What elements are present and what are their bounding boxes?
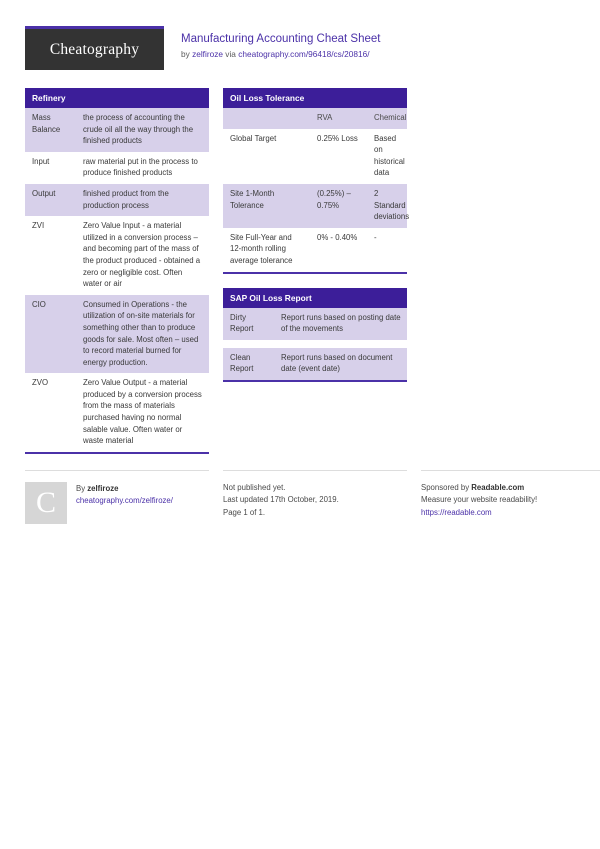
table-row (223, 129, 407, 184)
byline-by-label: by (181, 49, 193, 59)
table-row (223, 348, 407, 381)
footer-publish-block (223, 470, 407, 524)
footer-sponsor-label: Sponsored by (421, 482, 472, 492)
byline-via-label: via (222, 49, 239, 59)
footer-sponsor-url[interactable]: https://readable.com (421, 507, 492, 517)
table-row (25, 184, 209, 216)
table-cell-col1-header: RVA (310, 108, 367, 129)
table-cell-col2: Based on historical data (367, 129, 407, 184)
table-cell-col2-header: Chemical (367, 108, 407, 129)
footer-last-updated: Last updated 17th October, 2019. (223, 495, 339, 505)
table-cell-col1: 0% - 0.40% (310, 228, 367, 273)
footer-author-line (76, 483, 173, 496)
table-row (25, 152, 209, 184)
table-cell-value: Consumed in Operations - the utilization of on-site materials for something other than to produce goods for sale. Most often – used to record material burned for energy production. (76, 295, 209, 374)
footer-page-count: Page 1 of 1. (223, 507, 266, 517)
table-cell-key (223, 340, 274, 348)
header-text-block (181, 26, 380, 60)
table-caption-refinery: Refinery (25, 88, 209, 108)
byline-source-link[interactable]: cheatography.com/96418/cs/20816/ (238, 49, 370, 59)
table-cell-value: finished product from the production process (76, 184, 209, 216)
footer-author-url[interactable]: cheatography.com/zelfiroze/ (76, 496, 173, 506)
footer-sponsor-tagline: Measure your website readability! (421, 495, 538, 505)
table-row (223, 184, 407, 228)
footer-divider (25, 470, 209, 471)
table-cell-key: CIO (25, 295, 76, 374)
table-cell-key: Dirty Report (223, 308, 274, 340)
table-cell-key: Mass Balance (25, 108, 76, 152)
table-cell-value: Zero Value Input - a material utilized in a conversion process – and becoming part of the mass of the product produced - obtained a zero or negligible cost. Often water or air (76, 216, 209, 295)
table-cell-col2: - (367, 228, 407, 273)
table-cell-value: Zero Value Output - a material produced by a conversion process from the mass of materials purchased having no normal salable value. Often water or waste material (76, 373, 209, 453)
table-caption-oil-loss-tolerance: Oil Loss Tolerance (223, 88, 407, 108)
footer-publish-status: Not published yet. (223, 482, 286, 492)
table-cell-key: Site 1-Month Tolerance (223, 184, 310, 228)
cheatography-logo[interactable] (25, 26, 164, 70)
column-right (223, 88, 410, 396)
table-cell-col2: 2 Standard deviations (367, 184, 407, 228)
table-subheader-row (223, 108, 407, 129)
table-cell-value: the process of accounting the crude oil all the way through the finished products (76, 108, 209, 152)
page-title: Manufacturing Accounting Cheat Sheet (181, 33, 381, 45)
footer-author-meta (76, 482, 173, 524)
page-footer (25, 470, 575, 524)
footer-sponsor-name: Readable.com (471, 482, 525, 492)
table-cell-key: ZVI (25, 216, 76, 295)
table-cell-value: Report runs based on posting date of the movements (274, 308, 407, 340)
table-refinery (25, 88, 209, 454)
table-cell-col1: (0.25%) – 0.75% (310, 184, 367, 228)
footer-author-block (25, 470, 209, 524)
footer-sponsor-line (421, 482, 600, 495)
table-row (25, 108, 209, 152)
table-cell-key: Clean Report (223, 348, 274, 381)
table-row (25, 295, 209, 374)
table-row (223, 308, 407, 340)
content-columns (25, 88, 575, 468)
table-cell-value: raw material put in the process to produce finished products (76, 152, 209, 184)
table-cell-key: Global Target (223, 129, 310, 184)
table-cell-col1: 0.25% Loss (310, 129, 367, 184)
table-row (223, 228, 407, 273)
table-cell-key (223, 108, 310, 129)
table-spacer-row (223, 340, 407, 348)
column-left (25, 88, 209, 468)
table-cell-key: Site Full-Year and 12-month rolling average tolerance (223, 228, 310, 273)
table-cell-value (274, 340, 407, 348)
table-sap-oil-loss-report (223, 288, 407, 382)
table-cell-key: Output (25, 184, 76, 216)
table-cell-key: Input (25, 152, 76, 184)
table-row (25, 373, 209, 453)
footer-author-name: zelfiroze (87, 483, 119, 493)
table-cell-key: ZVO (25, 373, 76, 453)
table-cell-value: Report runs based on document date (event date) (274, 348, 407, 381)
footer-sponsor-block (421, 470, 600, 524)
page-header (25, 26, 575, 78)
table-oil-loss-tolerance (223, 88, 410, 274)
footer-by-label: By (76, 483, 88, 493)
logo-text: Cheatography (49, 40, 140, 58)
table-row (25, 216, 209, 295)
byline-author-link[interactable]: zelfiroze (192, 49, 223, 59)
table-caption-sap-oil-loss-report: SAP Oil Loss Report (223, 288, 407, 308)
avatar: C (25, 482, 67, 524)
byline (181, 49, 380, 60)
